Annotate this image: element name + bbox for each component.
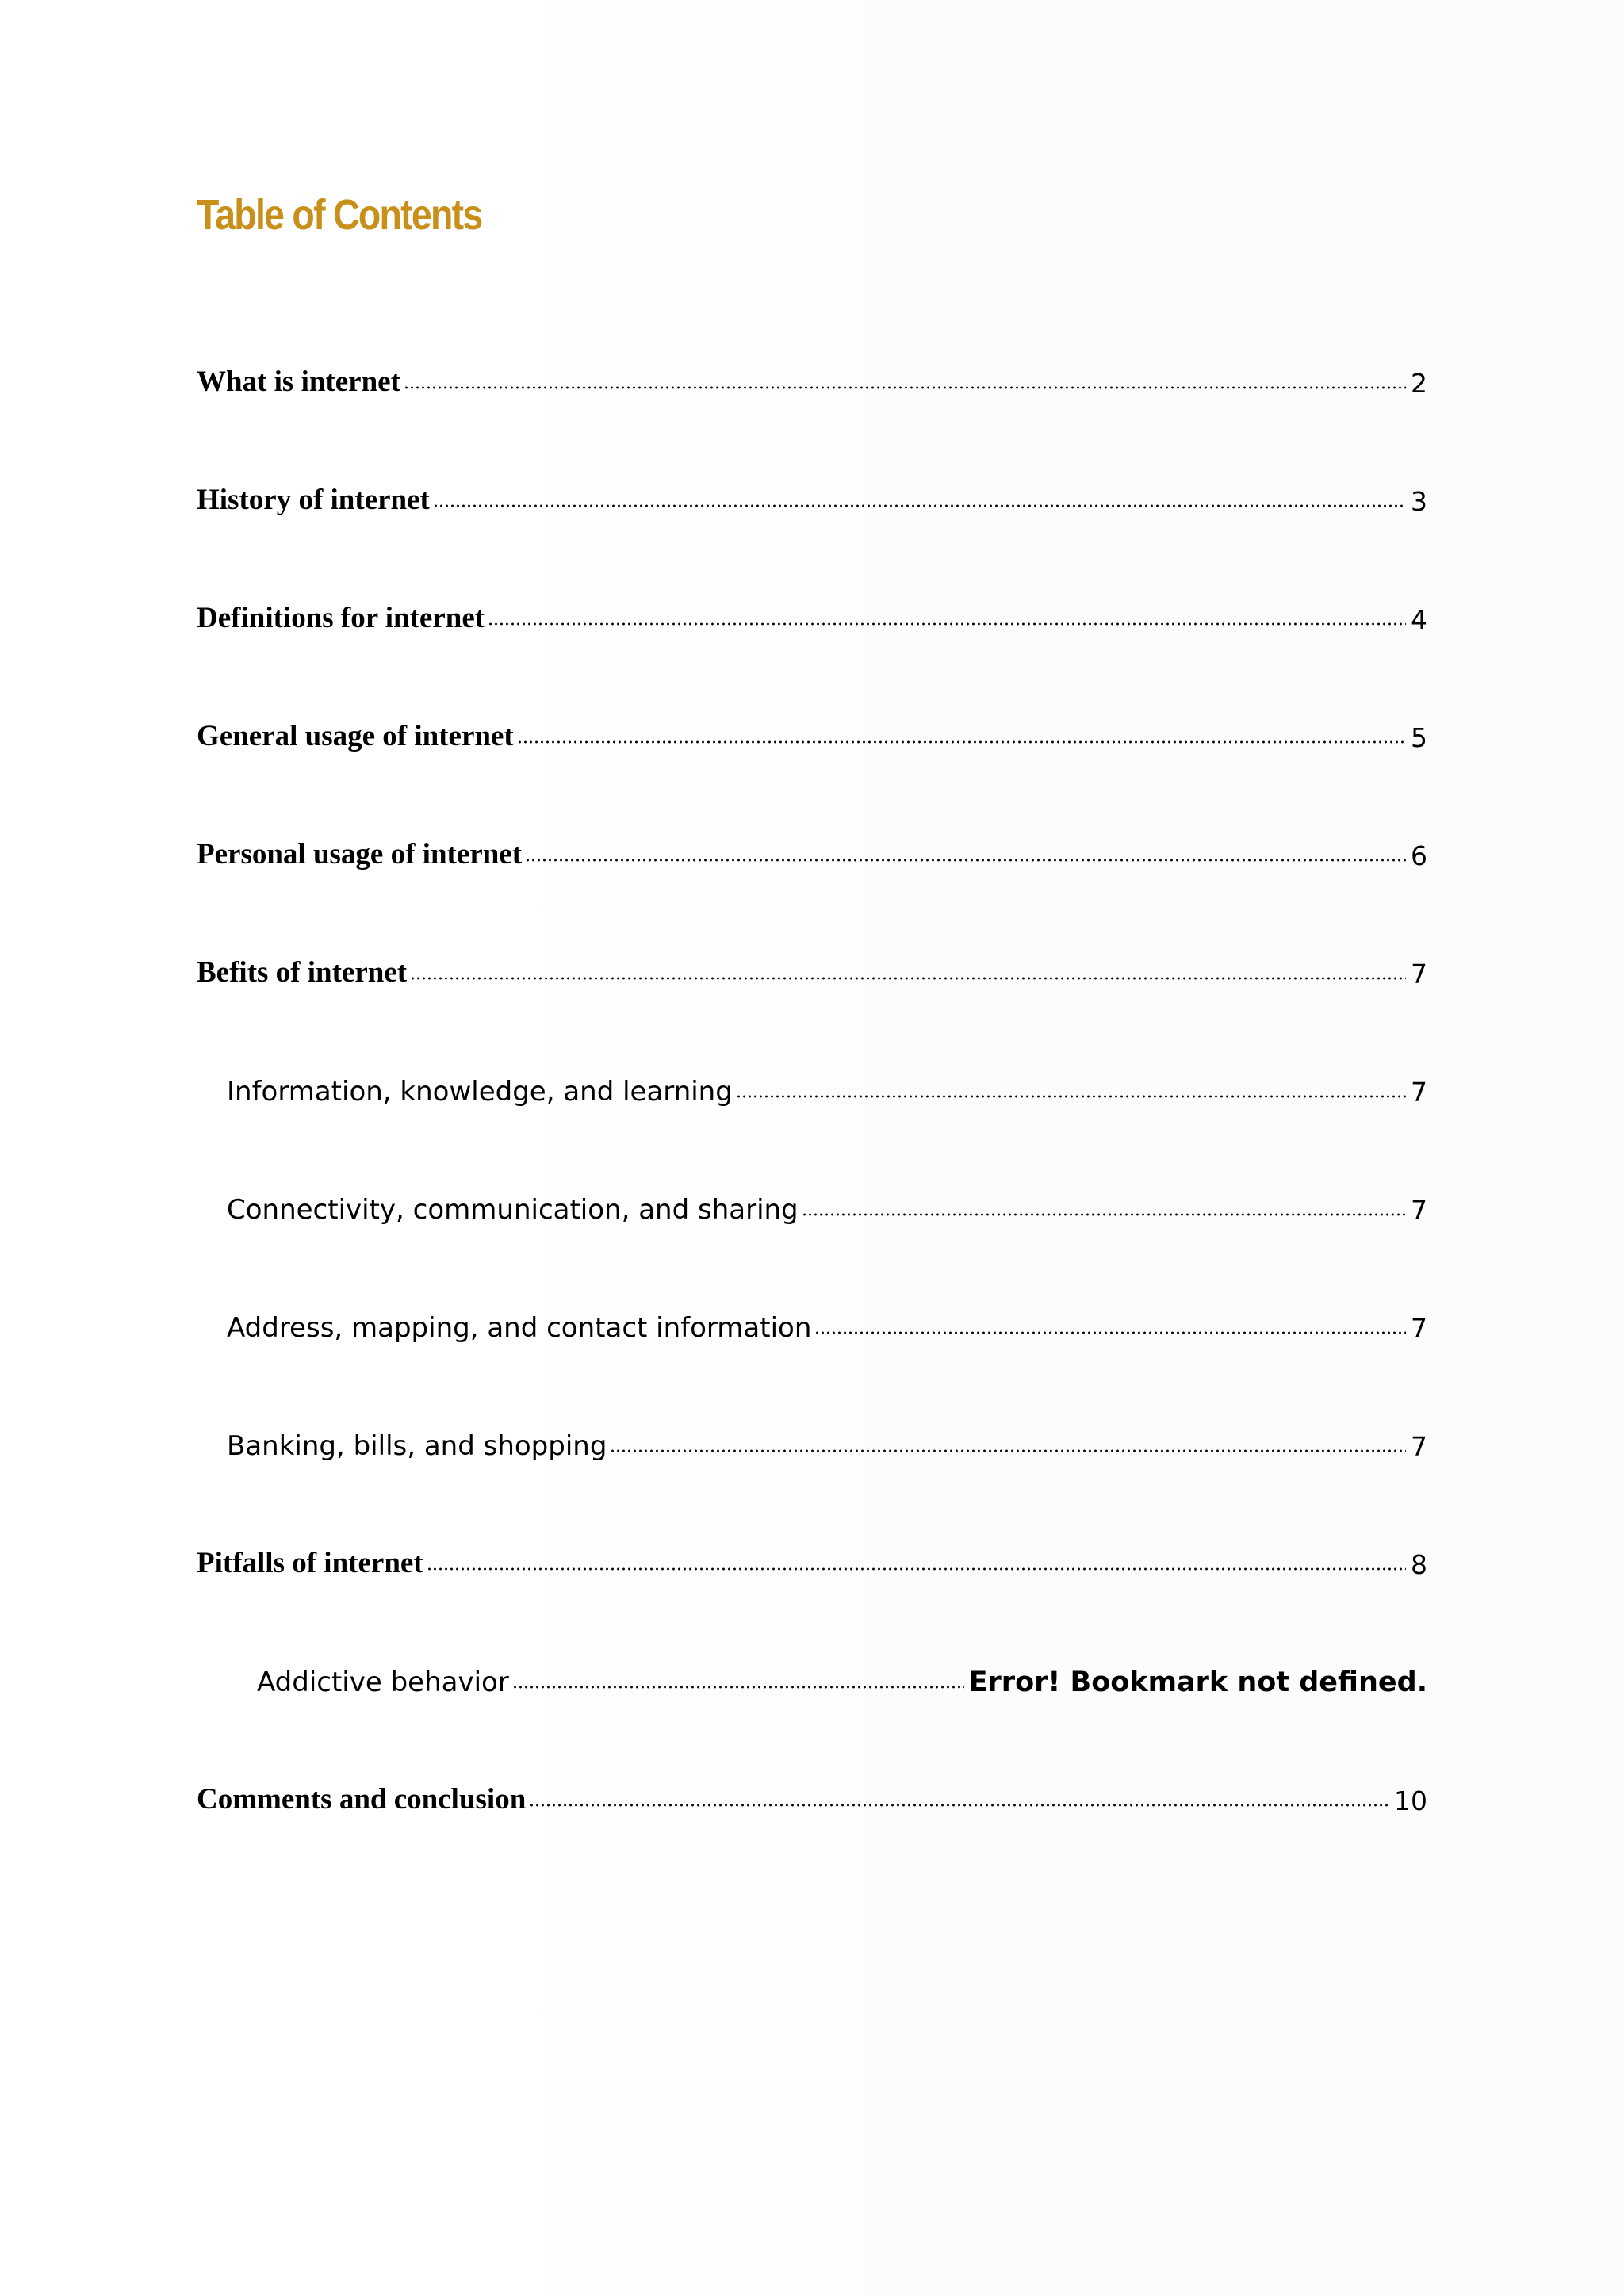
dot-leader — [736, 1093, 1406, 1100]
toc-entry-befits-of-internet[interactable] — [197, 942, 1427, 989]
toc-entry-information-knowledge[interactable] — [227, 1060, 1427, 1108]
toc-entry-page: 7 — [1411, 1313, 1427, 1344]
toc-entry-label: Addictive behavior — [257, 1667, 509, 1698]
toc-entry-definitions-for-internet[interactable] — [197, 587, 1427, 635]
dot-leader — [802, 1211, 1406, 1218]
toc-entry-label: Information, knowledge, and learning — [227, 1076, 733, 1108]
toc-entry-label: Pitfalls of internet — [197, 1547, 423, 1579]
toc-entry-general-usage[interactable] — [197, 706, 1427, 753]
toc-entry-label: Comments and conclusion — [197, 1783, 527, 1816]
toc-entry-page: 2 — [1411, 368, 1427, 399]
toc-entry-label: Befits of internet — [197, 956, 408, 989]
dot-leader — [512, 1684, 964, 1690]
toc-entry-label: Address, mapping, and contact information — [227, 1312, 812, 1344]
toc-entry-pitfalls-of-internet[interactable] — [197, 1533, 1427, 1580]
toc-entry-address-mapping[interactable] — [227, 1296, 1427, 1344]
dot-leader — [529, 1802, 1389, 1808]
toc-entry-label: Definitions for internet — [197, 602, 485, 634]
toc-entry-personal-usage[interactable] — [197, 824, 1427, 871]
toc-entry-label: History of internet — [197, 484, 430, 516]
toc-entry-page: 7 — [1411, 1431, 1427, 1462]
dot-leader — [404, 385, 1406, 391]
dot-leader — [427, 1566, 1406, 1572]
toc-entry-page: 8 — [1411, 1549, 1427, 1580]
toc-entry-addictive-behavior[interactable] — [257, 1651, 1427, 1698]
toc-entry-page: 5 — [1411, 722, 1427, 753]
toc-title: Table of Contents — [197, 191, 482, 239]
toc-entry-connectivity[interactable] — [227, 1178, 1427, 1226]
dot-leader — [814, 1330, 1406, 1336]
toc-entry-what-is-internet[interactable] — [197, 351, 1427, 399]
toc-entry-page: 7 — [1411, 1077, 1427, 1108]
dot-leader — [517, 739, 1406, 745]
toc-entry-label: What is internet — [197, 365, 400, 398]
toc-entry-history-of-internet[interactable] — [197, 469, 1427, 517]
toc-entry-page: 7 — [1411, 1195, 1427, 1226]
toc-entry-error-text: Error! Bookmark not defined. — [968, 1667, 1427, 1698]
toc-entry-label: General usage of internet — [197, 720, 514, 752]
dot-leader — [433, 503, 1406, 509]
toc-entry-label: Connectivity, communication, and sharing — [227, 1194, 799, 1226]
toc-entry-label: Banking, bills, and shopping — [227, 1430, 607, 1462]
dot-leader — [488, 621, 1406, 627]
toc-entry-comments-and-conclusion[interactable] — [197, 1769, 1427, 1816]
toc-entry-page: 10 — [1394, 1785, 1427, 1816]
dot-leader — [525, 857, 1406, 863]
toc-entry-banking-bills[interactable] — [227, 1414, 1427, 1462]
toc-entry-label: Personal usage of internet — [197, 838, 523, 871]
dot-leader — [410, 975, 1406, 982]
toc-entry-page: 6 — [1411, 840, 1427, 871]
toc-entry-page: 4 — [1411, 604, 1427, 635]
dot-leader — [610, 1448, 1406, 1454]
toc-entry-page: 3 — [1411, 486, 1427, 517]
toc-entry-page: 7 — [1411, 959, 1427, 989]
